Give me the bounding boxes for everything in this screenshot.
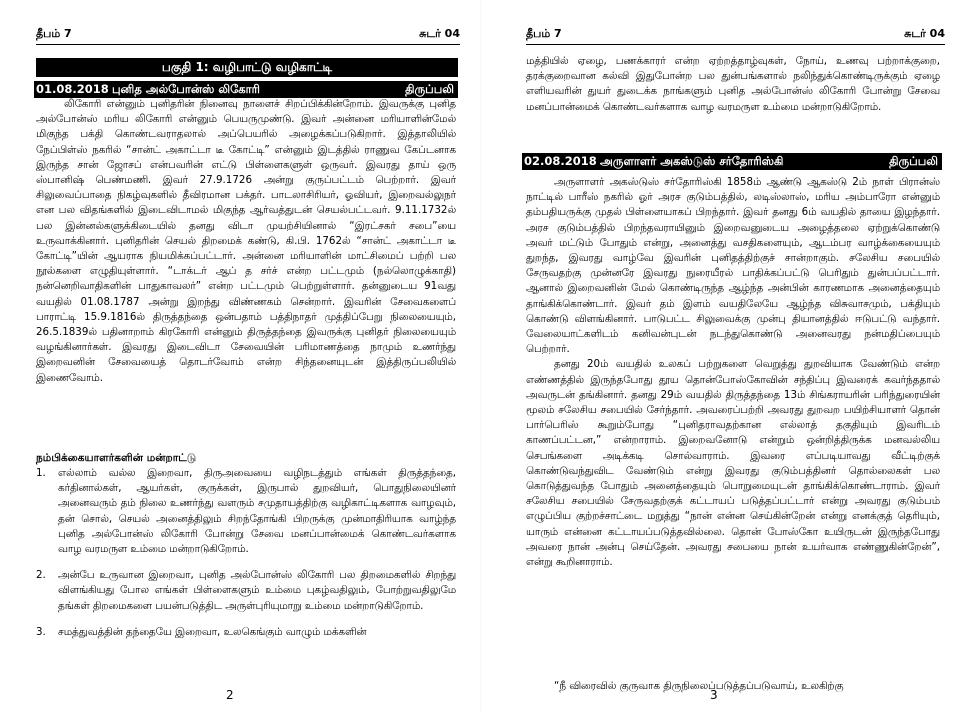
right-running-header (526, 26, 945, 42)
prayer-item (36, 625, 456, 640)
right-last-line (526, 679, 940, 694)
left-header-volume: சுடர் 04 (419, 27, 460, 40)
part-title: பகுதி 1: வழிபாட்டு வழிகாட்டி (36, 58, 458, 77)
right-liturgy-label: திருப்பலி (889, 154, 938, 168)
right-date-bar (522, 153, 942, 170)
left-date-bar (34, 81, 458, 98)
prayer-number: 3. (36, 625, 46, 638)
right-biography (526, 175, 940, 570)
biography-paragraph: தனது 20ம் வயதில் உலகப் பற்றுகளை வெறுத்து துறவியாக வேண்டும் என்ற எண்ணத்தில் இருந்தபோது தூய தொன்போஸ்கோவின் சந்திப்பு இவரைக் கவர்ந்ததால் அவருடன் தங்கினார். தனது 29ம் வயதில் திருத்தந்தை 13ம் சிங்கராயரின் பரிந்துரையின் மூலம் சலேசிய சபையில் சேர்ந்தார். அவரைப்பற்றி அவரது துறவற பயிற்சியாளர் தொன் பார்பெரிஸ் கூறும்போது “புனிதராவதற்கான எல்லாத் தகுதியும் இவரிடம் காணப்பட்டன,” என்றாராம். இறைவனோடு என்றும் ஒன்றித்திருக்க மனவல்லிய செபங்களை அடிக்கடி சொல்வாராம். இவரை எப்படியாவது வீட்டிற்குக் கொண்டுவந்துவிட வேண்டும் என்று இவரது குடும்பத்தினர் தொல்லைகள் பல கொடுத்துவந்த போதும் அனைத்தையும் பொறுமையுடன் தாங்கிக்கொண்டாராம். இவர் சலேசிய சபையில் சேருவதற்குக் கட்டாயப் படுத்தப்பட்டார் என்று அவரது குடும்பம் எழுப்பிய குற்றச்சாட்டை மறுத்து “நான் என்ன செய்கின்றேன் என்று எனக்குத் தெரியும், யாரும் என்னை கட்டாயப்படுத்தவில்லை. தொன் போஸ்கோ உயிருடன் இருந்தபோது அவரை நான் அன்பு செய்தேன். அவரது சபையை நான் உயர்வாக எண்ணுகின்றேன்”, என்று கூறினாராம். (526, 358, 940, 569)
prayers-list (36, 466, 456, 651)
quote-start: “நீ விரைவில் குருவாக திருநிலைப்படுத்தப்படுவாய், உலகிற்கு (554, 680, 844, 692)
prayer-text: சமத்துவத்தின் தந்தையே இறைவா, உலகெங்கும் வாழும் மக்களின் (58, 625, 367, 638)
prayer-number: 1. (36, 467, 46, 479)
left-running-header (36, 26, 460, 42)
left-page-number: 2 (226, 688, 234, 702)
right-page (482, 0, 963, 712)
prayer-item (36, 466, 456, 557)
left-header-issue: தீபம் 7 (36, 27, 72, 40)
left-liturgy-label: திருப்பலி (405, 82, 454, 96)
left-feast-title: புனித அல்போன்ஸ் லிகோரி (112, 82, 260, 96)
right-page-number: 3 (710, 688, 718, 702)
right-header-rule (526, 44, 945, 45)
right-header-volume: சுடர் 04 (904, 27, 945, 40)
prayer-text: அன்பே உருவான இறைவா, புனித அல்போன்ஸ் லிகோரி பல திறமைகளில் சிறந்து விளங்கியது போல எங்கள் பிள்ளைகளும் உம்மை புகழ்வதிலும், போற்றுவதிலுமே தங்கள் திறமைகளை பயன்படுத்திட அருள்புரியுமாறு உம்மை மன்றாடுகிறோம். (58, 569, 456, 612)
right-feast-title: அருளாளர் அகஸ்டுஸ் சர்தோரிஸ்கி (600, 154, 784, 168)
prayer-item (36, 568, 456, 614)
left-date: 01.08.2018 (36, 82, 109, 96)
left-page (0, 0, 480, 712)
biography-paragraph: அருளாளர் அகஸ்டுஸ் சர்தோரிஸ்கி 1858ம் ஆண்டு ஆகஸ்டு 2ம் நாள் பிரான்ஸ் நாட்டில் பாரீஸ் நகரில் ஓர் அரச குடும்பத்தில், லடிஸ்லாஸ், மரிய அம்பாரோ என்னும் தம்பதியருக்கு முதல் பிள்ளையாகப் பிறந்தார். இவர் தனது 6ம் வயதில் தாயை இழந்தார். அரச குடும்பத்தில் பிறந்தவராயினும் இறைவனுடைய அழைத்தலை ஏற்றுக்கொண்டு அவர் மட்டும் போதும் என்று, அனைத்து வசதிகளையும், ஆடம்பர வாழ்க்கையையும் துறந்த, இவரது வாழ்வே இவரின் புனிதத்திற்குச் சான்றாகும். சலேசிய சபையில் சேருவதற்கு முன்னரே இவரது நுரையீரல் பாதிக்கப்பட்டு பெரிதும் துன்பப்பட்டார். ஆனால் இறைவனின் மேல் கொண்டிருந்த ஆழ்ந்த அன்பின் காரணமாக அனைத்தையும் தாங்கிக்கொண்டார். இவர் தம் இளம் வயதிலேயே ஆழ்ந்த விசுவாசமும், பக்தியும் கொண்டு விளங்கினார். பாடுபட்ட சிலுவைக்கு முன்பு தியானத்தில் ஈடுபட்டு வந்தார். வேலையாட்களிடம் கனிவன்புடன் நடந்துகொண்டு அனைவரது நன்மதிப்பையும் பெற்றார். (526, 176, 940, 356)
prayer-text: எல்லாம் வல்ல இறைவா, திருஅவையை வழிநடத்தும் எங்கள் திருத்தந்தை, கர்தினால்கள், ஆயர்கள், குருக்கள், இருபால் துறவியர், பொதுநிலையினர் அனைவரும் தம் நிலை உணர்ந்து வளரும் சமுதாயத்திற்கு வழிகாட்டிகளாக வாழவும், தன் சொல், செயல் அனைத்திலும் சிறந்தோங்கி பிறருக்கு முன்மாதிரியாக வாழ்ந்த புனித அல்போன்ஸ் லிகோரி போன்று சேவை மனப்பான்மைக் கொண்டவர்களாக வாழ வரமருள உம்மை மன்றாடுகிறோம். (58, 467, 456, 556)
continued-prayer-text: மத்தியில் ஏழை, பணக்காரர் என்ற ஏற்றத்தாழ்வுகள், நோய், உணவு பற்றாக்குறை, தரக்குறைவான கல்வி இதுபோன்ற பல துன்பங்களால் நலிந்துக்கொண்டிருக்கும் ஏழை எளியவரின் துயர் துடைக்க நாங்களும் புனித அல்போன்ஸ் லிகோரி போன்று சேவை மனப்பான்மைக் கொண்டவர்களாக வாழ வரமருள உம்மை மன்றாடுகிறோம். (526, 55, 940, 113)
prayers-heading: நம்பிக்கையாளர்களின் மன்றாட்டு (36, 452, 197, 464)
right-date: 02.08.2018 (524, 154, 597, 168)
prayer-number: 2. (36, 569, 46, 582)
right-header-issue: தீபம் 7 (526, 27, 562, 40)
left-introduction (36, 97, 456, 386)
left-header-rule (36, 44, 460, 45)
left-intro-paragraph: லிகோரி என்னும் புனிதரின் நினைவு நாளைச் சிறப்பிக்கின்றோம். இவருக்கு புனித அல்போன்ஸ் மரிய லிகோரி என்னும் பெயருமுண்டு. இவர் அன்னை மரியாளின்மேல் மிகுந்த பக்தி கொண்டவராதலால் அப்பெயரில் அழைக்கப்படுகிறார். இத்தாலியில் நேப்பிள்ஸ் நகரில் “சான்ட் அகாட்டா டீ கோட்டி” என்னும் இடத்தில் ராணுவ கேப்டனாக இருந்த சான் ஜோசப் என்பவரின் எட்டு பிள்ளைகளுள் ஒருவர். இவரது தாய் ஒரு ஸ்பானிஷ் பெண்மணி. இவர் 27.9.1726 அன்று குருப்பட்டம் பெற்றார். இவர் சிலுவைப்பாதை நிகழ்வுகளில் தீவிரமான பக்தர். பாடலாசிரியர், ஓவியர், இறைவல்லுநர் என பல விதங்களில் இடைவிடாமல் மிகுந்த ஆர்வத்துடன் செயல்பட்டவர். 9.11.1732ல் பல இன்னல்களுக்கிடையில் தனது விடா முயற்சியினால் “இரட்சகர் சபை”யை உருவாக்கினார். புனிதரின் செயல் திறமைக் கண்டு, கி.பி. 1762ல் “சான்ட் அகாட்டா டீ கோட்டி”யின் ஆயராக நியமிக்கப்பட்டார். அன்னை மரியாளின் மாட்சிமைப் பற்றி பல நூல்களை எழுதியுள்ளார். “டாக்டர் ஆப் த சர்ச் என்ற பட்டமும் (நல்லொழுக்காதி) நன்னெறிவாதிகளின் பாதுகாவலர்” என்ற பட்டமும் பெற்றுள்ளார். தன்னுடைய 91வது வயதில் 01.08.1787 அன்று இறந்து விண்ணகம் சென்றார். இவரின் சேவைகளைப் பாராட்டி 15.9.1816ல் திருத்தந்தை ஒன்பதாம் பத்திநாதர் முத்திப்பேறு நிலையையும், 26.5.1839ல் பதினாறாம் கிரகோரி என்னும் திருத்தந்தை இவருக்கு புனிதர் நிலையையும் வழங்கினார்கள். இவரது இடைவிடா சேவையின் பரிமாணத்தை நாமும் உணர்ந்து இறைவனின் சேவையைத் தொடர்வோம் என்ற சிந்தனையுடன் இத்திருப்பலியில் இணைவோம். (36, 98, 456, 384)
prayer-continuation (526, 54, 940, 115)
